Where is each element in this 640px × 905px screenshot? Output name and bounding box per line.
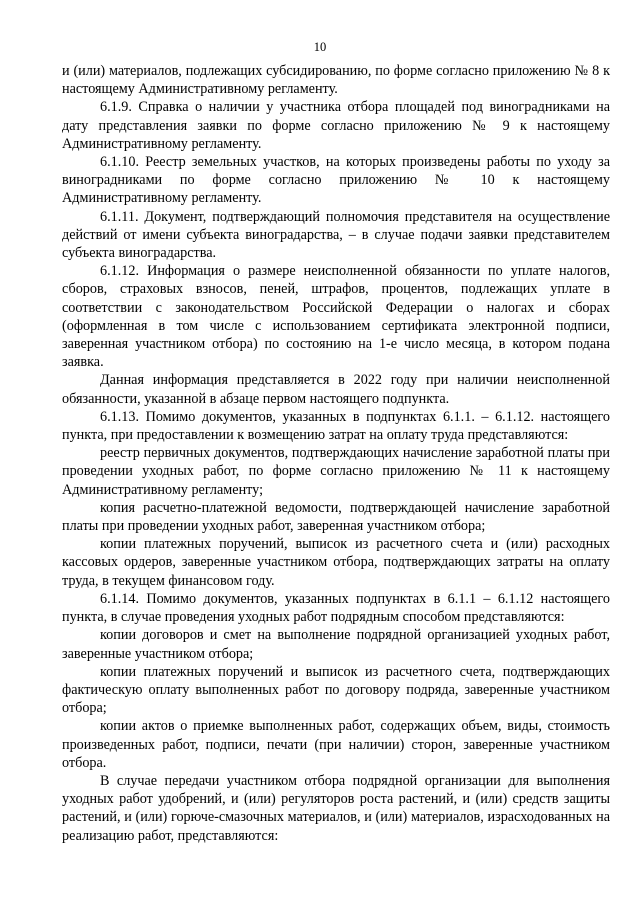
paragraph: реестр первичных документов, подтверждающих начисление заработной платы при проведении уходных работ, по форме согласно приложению № 11 к настоящему Административному регламенту;	[62, 445, 610, 498]
paragraph: копии платежных поручений, выписок из расчетного счета и (или) расходных кассовых ордеров, заверенные участником отбора, подтверждающих затраты на оплату труда, в текущем финансовом году.	[62, 536, 610, 589]
paragraph: копии актов о приемке выполненных работ, содержащих объем, виды, стоимость произведенных работ, подписи, печати (при наличии) сторон, заверенные участником отбора.	[62, 718, 610, 771]
paragraph: 6.1.10. Реестр земельных участков, на которых произведены работы по уходу за виноградниками по форме согласно приложению № 10 к настоящему Административному регламенту.	[62, 154, 610, 207]
paragraph: Данная информация представляется в 2022 году при наличии неисполненной обязанности, указанной в абзаце первом настоящего подпункта.	[62, 372, 610, 407]
paragraph: В случае передачи участником отбора подрядной организации для выполнения уходных работ удобрений, и (или) регуляторов роста растений, и (или) средств защиты растений, и (или) горюче-смазочных материалов, и (или) материалов, израсходованных на реализацию работ, представляются:	[62, 772, 610, 844]
paragraph: 6.1.12. Информация о размере неисполненной обязанности по уплате налогов, сборов, страховых взносов, пеней, штрафов, процентов, подлежащих уплате в соответствии с законодательством Российской Федерации о налогах и сборах (оформленная в том числе с использованием сертификата электронной подписи, заверенная участником отбора) по состоянию на 1-е число месяца, в котором подана заявка.	[62, 263, 610, 371]
paragraph: 6.1.9. Справка о наличии у участника отбора площадей под виноградниками на дату представления заявки по форме согласно приложению № 9 к настоящему Административному регламенту.	[62, 99, 610, 152]
paragraph: 6.1.14. Помимо документов, указанных подпунктах в 6.1.1 – 6.1.12 настоящего пункта, в случае проведения уходных работ подрядным способом представляются:	[62, 590, 610, 626]
paragraph: и (или) материалов, подлежащих субсидированию, по форме согласно приложению № 8 к настоящему Административному регламенту.	[62, 63, 610, 98]
document-body	[62, 62, 610, 845]
paragraph: 6.1.13. Помимо документов, указанных в подпунктах 6.1.1. – 6.1.12. настоящего пункта, при предоставлении к возмещению затрат на оплату труда представляются:	[62, 408, 610, 444]
paragraph: копия расчетно-платежной ведомости, подтверждающей начисление заработной платы при проведении уходных работ, заверенная участником отбора;	[62, 499, 610, 535]
paragraph: копии платежных поручений и выписок из расчетного счета, подтверждающих фактическую оплату выполненных работ по договору подряда, заверенные участником отбора;	[62, 663, 610, 717]
page-number: 10	[313, 40, 327, 54]
paragraph: 6.1.11. Документ, подтверждающий полномочия представителя на осуществление действий от имени субъекта виноградарства, – в случае подачи заявки представителем субъекта виноградарства.	[62, 208, 610, 262]
paragraph: копии договоров и смет на выполнение подрядной организацией уходных работ, заверенные участником отбора;	[62, 627, 610, 662]
